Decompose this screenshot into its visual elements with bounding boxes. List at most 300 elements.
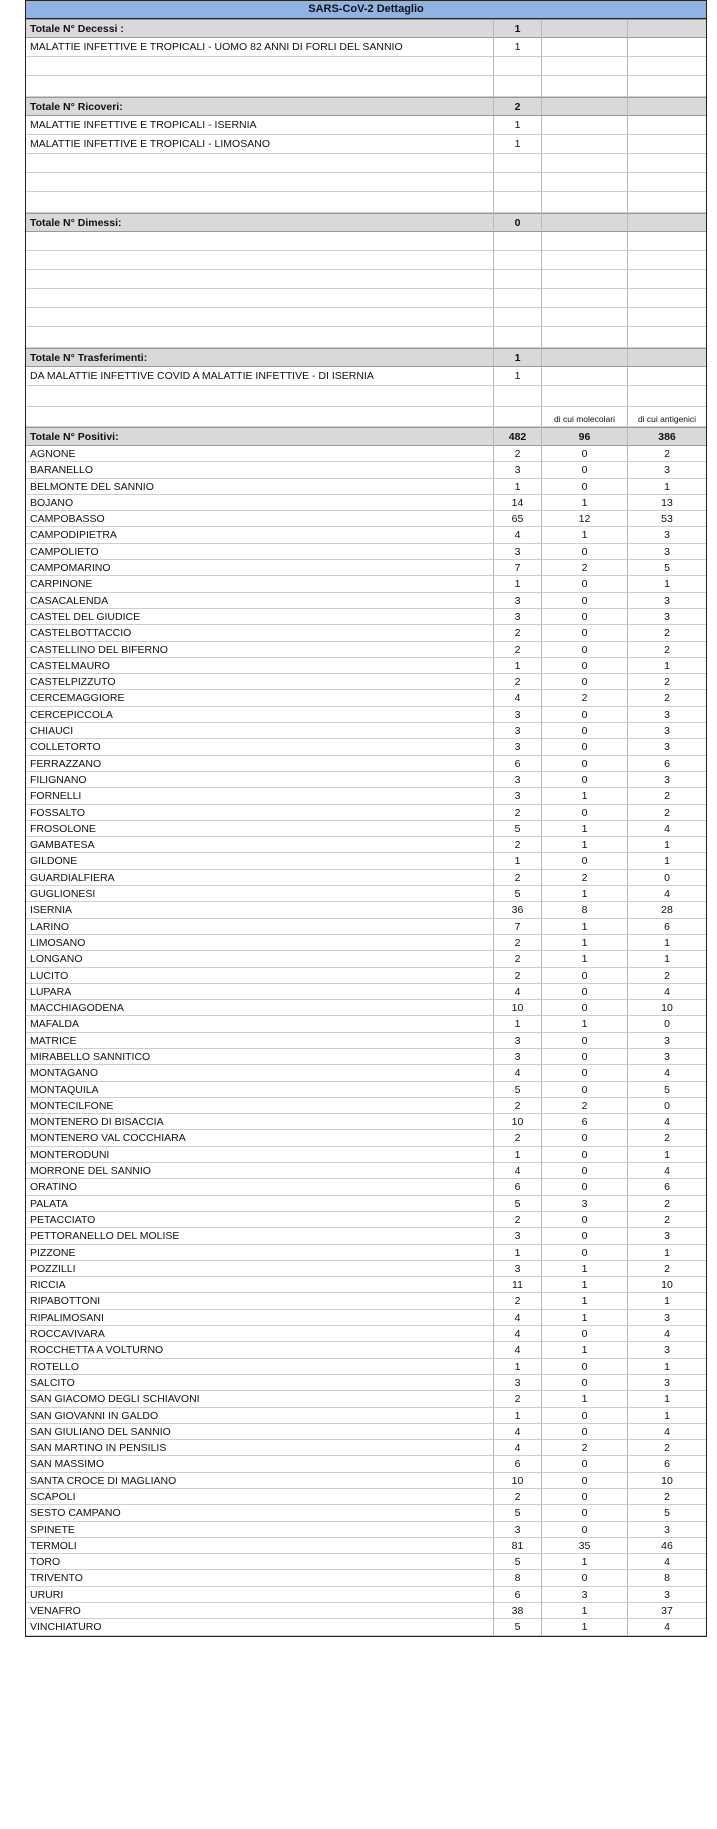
total-cases: 3 — [494, 544, 542, 560]
total-cases: 3 — [494, 593, 542, 609]
table-row — [26, 625, 706, 641]
list-item — [26, 367, 706, 386]
table-row — [26, 479, 706, 495]
antigen-cases: 2 — [628, 690, 706, 706]
table-row — [26, 1359, 706, 1375]
molecular-cases: 0 — [542, 1033, 628, 1049]
municipality-name: CAMPOMARINO — [26, 560, 494, 576]
table-row — [26, 788, 706, 804]
item-name: MALATTIE INFETTIVE E TROPICALI - LIMOSANO — [26, 135, 494, 154]
total-cases: 2 — [494, 1130, 542, 1146]
municipality-name: URURI — [26, 1587, 494, 1603]
molecular-cases: 0 — [542, 968, 628, 984]
table-row — [26, 853, 706, 869]
molecular-cases: 0 — [542, 462, 628, 478]
molecular-cases: 2 — [542, 1098, 628, 1114]
molecular-cases: 3 — [542, 1196, 628, 1212]
total-cases: 2 — [494, 642, 542, 658]
empty-cell — [628, 135, 706, 154]
table-row — [26, 1522, 706, 1538]
municipality-name: PETTORANELLO DEL MOLISE — [26, 1228, 494, 1244]
total-cases: 2 — [494, 968, 542, 984]
molecular-cases: 0 — [542, 1375, 628, 1391]
empty-cell — [628, 367, 706, 386]
table-row — [26, 1147, 706, 1163]
table-row — [26, 1456, 706, 1472]
antigen-cases: 1 — [628, 1391, 706, 1407]
table-row — [26, 1228, 706, 1244]
molecular-cases: 1 — [542, 821, 628, 837]
municipality-name: VINCHIATURO — [26, 1619, 494, 1635]
total-cases: 4 — [494, 690, 542, 706]
table-row — [26, 674, 706, 690]
antigen-cases: 5 — [628, 1082, 706, 1098]
antigen-cases: 4 — [628, 1619, 706, 1635]
detail-sheet — [25, 0, 707, 1637]
positives-header — [26, 427, 706, 446]
antigen-cases: 3 — [628, 1049, 706, 1065]
empty-cell — [494, 154, 542, 173]
section-label: Totale N° Decessi : — [26, 19, 494, 38]
blank-row — [26, 289, 706, 308]
total-cases: 3 — [494, 772, 542, 788]
molecular-cases: 0 — [542, 805, 628, 821]
antigen-cases: 5 — [628, 560, 706, 576]
table-row — [26, 1440, 706, 1456]
table-row — [26, 1619, 706, 1636]
antigen-cases: 5 — [628, 1505, 706, 1521]
empty-cell — [26, 251, 494, 270]
municipality-name: FROSOLONE — [26, 821, 494, 837]
empty-cell — [542, 308, 628, 327]
empty-cell — [542, 57, 628, 76]
molecular-cases: 0 — [542, 1082, 628, 1098]
antigen-cases: 10 — [628, 1473, 706, 1489]
molecular-cases: 0 — [542, 1000, 628, 1016]
blank-row — [26, 270, 706, 289]
total-cases: 6 — [494, 1456, 542, 1472]
total-cases: 7 — [494, 919, 542, 935]
table-row — [26, 1603, 706, 1619]
municipality-name: MONTAGANO — [26, 1065, 494, 1081]
antigen-cases: 2 — [628, 968, 706, 984]
table-row — [26, 593, 706, 609]
antigen-cases: 3 — [628, 1310, 706, 1326]
empty-cell — [542, 327, 628, 348]
table-row — [26, 658, 706, 674]
table-row — [26, 1163, 706, 1179]
list-item — [26, 135, 706, 154]
antigen-cases: 3 — [628, 527, 706, 543]
total-cases: 4 — [494, 527, 542, 543]
table-row — [26, 1408, 706, 1424]
total-cases: 3 — [494, 723, 542, 739]
blank-row — [26, 76, 706, 97]
molecular-cases: 0 — [542, 446, 628, 462]
antigen-cases: 1 — [628, 1293, 706, 1309]
antigen-cases: 0 — [628, 1016, 706, 1032]
molecular-cases: 0 — [542, 576, 628, 592]
municipality-name: ISERNIA — [26, 902, 494, 918]
municipality-name: COLLETORTO — [26, 739, 494, 755]
molecular-cases: 1 — [542, 1391, 628, 1407]
municipality-name: CAMPODIPIETRA — [26, 527, 494, 543]
table-row — [26, 1065, 706, 1081]
empty-cell — [628, 232, 706, 251]
antigen-cases: 1 — [628, 1359, 706, 1375]
total-cases: 36 — [494, 902, 542, 918]
antigen-cases: 2 — [628, 642, 706, 658]
total-cases: 2 — [494, 446, 542, 462]
total-cases: 2 — [494, 674, 542, 690]
total-cases: 5 — [494, 1082, 542, 1098]
table-row — [26, 1424, 706, 1440]
total-cases: 1 — [494, 1245, 542, 1261]
table-row — [26, 576, 706, 592]
municipality-name: MONTAQUILA — [26, 1082, 494, 1098]
blank-row — [26, 386, 706, 407]
table-row — [26, 886, 706, 902]
empty-cell — [542, 386, 628, 407]
molecular-cases: 0 — [542, 1245, 628, 1261]
table-row — [26, 1489, 706, 1505]
table-row — [26, 544, 706, 560]
molecular-cases: 1 — [542, 886, 628, 902]
empty-cell — [628, 289, 706, 308]
table-row — [26, 609, 706, 625]
empty-cell — [628, 308, 706, 327]
molecular-cases: 0 — [542, 593, 628, 609]
municipality-name: AGNONE — [26, 446, 494, 462]
blank-row — [26, 251, 706, 270]
antigen-cases: 1 — [628, 658, 706, 674]
antigen-cases: 1 — [628, 951, 706, 967]
empty-cell — [494, 386, 542, 407]
antigen-cases: 2 — [628, 1196, 706, 1212]
antigen-cases: 6 — [628, 919, 706, 935]
positives-molecolari: 96 — [542, 427, 628, 446]
total-cases: 1 — [494, 1147, 542, 1163]
total-cases: 3 — [494, 707, 542, 723]
empty-cell — [542, 154, 628, 173]
molecular-cases: 0 — [542, 1147, 628, 1163]
municipality-name: BOJANO — [26, 495, 494, 511]
empty-cell — [542, 97, 628, 116]
list-item — [26, 116, 706, 135]
total-cases: 65 — [494, 511, 542, 527]
municipality-name: SAN MASSIMO — [26, 1456, 494, 1472]
antigen-cases: 2 — [628, 805, 706, 821]
municipality-name: FILIGNANO — [26, 772, 494, 788]
empty-cell — [494, 251, 542, 270]
table-row — [26, 1391, 706, 1407]
table-row — [26, 1538, 706, 1554]
molecular-cases: 0 — [542, 609, 628, 625]
table-row — [26, 902, 706, 918]
antigen-cases: 4 — [628, 1065, 706, 1081]
molecular-cases: 0 — [542, 674, 628, 690]
municipality-name: CASTELPIZZUTO — [26, 674, 494, 690]
antigen-cases: 2 — [628, 1440, 706, 1456]
blank-row — [26, 308, 706, 327]
municipality-name: LIMOSANO — [26, 935, 494, 951]
empty-cell — [628, 97, 706, 116]
molecular-cases: 0 — [542, 739, 628, 755]
antigen-cases: 4 — [628, 886, 706, 902]
municipality-name: MONTERODUNI — [26, 1147, 494, 1163]
total-cases: 2 — [494, 1489, 542, 1505]
table-row — [26, 968, 706, 984]
molecular-cases: 0 — [542, 1065, 628, 1081]
positives-total: 482 — [494, 427, 542, 446]
molecular-cases: 0 — [542, 1570, 628, 1586]
antigen-cases: 3 — [628, 462, 706, 478]
empty-cell — [628, 348, 706, 367]
total-cases: 4 — [494, 1440, 542, 1456]
blank-row — [26, 327, 706, 348]
municipality-name: CAMPOBASSO — [26, 511, 494, 527]
total-cases: 38 — [494, 1603, 542, 1619]
municipality-name: CASTEL DEL GIUDICE — [26, 609, 494, 625]
empty-cell — [26, 57, 494, 76]
table-row — [26, 462, 706, 478]
empty-cell — [542, 213, 628, 232]
table-row — [26, 642, 706, 658]
antigen-cases: 4 — [628, 821, 706, 837]
molecular-cases: 0 — [542, 707, 628, 723]
empty-cell — [628, 173, 706, 192]
total-cases: 1 — [494, 479, 542, 495]
total-cases: 4 — [494, 984, 542, 1000]
total-cases: 3 — [494, 1522, 542, 1538]
item-total: 1 — [494, 116, 542, 135]
empty-cell — [26, 173, 494, 192]
molecular-cases: 1 — [542, 1619, 628, 1635]
antigen-cases: 6 — [628, 1179, 706, 1195]
molecular-cases: 0 — [542, 984, 628, 1000]
total-cases: 3 — [494, 1261, 542, 1277]
molecular-cases: 0 — [542, 1505, 628, 1521]
section-label: Totale N° Trasferimenti: — [26, 348, 494, 367]
empty-cell — [542, 192, 628, 213]
table-row — [26, 772, 706, 788]
antigen-cases: 3 — [628, 609, 706, 625]
municipality-name: RIPALIMOSANI — [26, 1310, 494, 1326]
item-total: 1 — [494, 367, 542, 386]
antigen-cases: 2 — [628, 1212, 706, 1228]
section-total: 1 — [494, 348, 542, 367]
total-cases: 2 — [494, 805, 542, 821]
molecular-cases: 1 — [542, 1016, 628, 1032]
total-cases: 8 — [494, 1570, 542, 1586]
municipality-name: MATRICE — [26, 1033, 494, 1049]
municipality-name: GILDONE — [26, 853, 494, 869]
empty-cell — [494, 270, 542, 289]
molecular-cases: 0 — [542, 1359, 628, 1375]
empty-cell — [628, 116, 706, 135]
municipality-name: CASTELLINO DEL BIFERNO — [26, 642, 494, 658]
molecular-cases: 1 — [542, 837, 628, 853]
molecolari-header: di cui molecolari — [542, 407, 628, 427]
total-cases: 4 — [494, 1326, 542, 1342]
empty-cell — [26, 270, 494, 289]
table-row — [26, 1342, 706, 1358]
table-row — [26, 723, 706, 739]
municipality-name: RICCIA — [26, 1277, 494, 1293]
sheet-title: SARS-CoV-2 Dettaglio — [26, 0, 706, 19]
total-cases: 1 — [494, 1359, 542, 1375]
total-cases: 1 — [494, 1016, 542, 1032]
table-row — [26, 1245, 706, 1261]
molecular-cases: 2 — [542, 870, 628, 886]
municipality-name: MAFALDA — [26, 1016, 494, 1032]
antigen-cases: 4 — [628, 1424, 706, 1440]
antigen-cases: 2 — [628, 788, 706, 804]
table-row — [26, 1179, 706, 1195]
molecular-cases: 0 — [542, 723, 628, 739]
antigen-cases: 13 — [628, 495, 706, 511]
municipality-name: CASTELBOTTACCIO — [26, 625, 494, 641]
empty-cell — [494, 57, 542, 76]
empty-cell — [26, 386, 494, 407]
molecular-cases: 1 — [542, 1277, 628, 1293]
municipality-name: CASACALENDA — [26, 593, 494, 609]
molecular-cases: 0 — [542, 1326, 628, 1342]
molecular-cases: 0 — [542, 756, 628, 772]
empty-cell — [494, 289, 542, 308]
molecular-cases: 0 — [542, 1473, 628, 1489]
empty-cell — [542, 116, 628, 135]
total-cases: 6 — [494, 1587, 542, 1603]
total-cases: 10 — [494, 1114, 542, 1130]
antigen-cases: 1 — [628, 935, 706, 951]
municipality-name: SANTA CROCE DI MAGLIANO — [26, 1473, 494, 1489]
empty-cell — [494, 192, 542, 213]
molecular-cases: 1 — [542, 1261, 628, 1277]
antigen-cases: 8 — [628, 1570, 706, 1586]
antigen-cases: 1 — [628, 837, 706, 853]
item-total: 1 — [494, 38, 542, 57]
antigen-cases: 1 — [628, 1245, 706, 1261]
item-name: MALATTIE INFETTIVE E TROPICALI - UOMO 82 ANNI DI FORLI DEL SANNIO — [26, 38, 494, 57]
molecular-cases: 0 — [542, 642, 628, 658]
table-row — [26, 1082, 706, 1098]
empty-cell — [26, 327, 494, 348]
molecular-cases: 8 — [542, 902, 628, 918]
municipality-name: TRIVENTO — [26, 1570, 494, 1586]
molecular-cases: 0 — [542, 1049, 628, 1065]
municipality-name: MIRABELLO SANNITICO — [26, 1049, 494, 1065]
blank-row — [26, 173, 706, 192]
total-cases: 5 — [494, 1505, 542, 1521]
municipality-name: CHIAUCI — [26, 723, 494, 739]
municipality-name: CASTELMAURO — [26, 658, 494, 674]
item-total: 1 — [494, 135, 542, 154]
molecular-cases: 2 — [542, 1440, 628, 1456]
total-cases: 3 — [494, 788, 542, 804]
empty-cell — [628, 154, 706, 173]
section-label: Totale N° Ricoveri: — [26, 97, 494, 116]
total-cases: 1 — [494, 658, 542, 674]
total-cases: 6 — [494, 1179, 542, 1195]
antigen-cases: 4 — [628, 1554, 706, 1570]
table-row — [26, 837, 706, 853]
empty-cell — [494, 308, 542, 327]
municipality-name: SALCITO — [26, 1375, 494, 1391]
municipality-name: LARINO — [26, 919, 494, 935]
table-row — [26, 707, 706, 723]
table-row — [26, 1587, 706, 1603]
table-row — [26, 446, 706, 462]
table-row — [26, 1114, 706, 1130]
empty-cell — [628, 270, 706, 289]
section-total: 2 — [494, 97, 542, 116]
table-row — [26, 527, 706, 543]
table-row — [26, 1016, 706, 1032]
molecular-cases: 0 — [542, 772, 628, 788]
item-name: MALATTIE INFETTIVE E TROPICALI - ISERNIA — [26, 116, 494, 135]
total-cases: 4 — [494, 1163, 542, 1179]
municipality-name: ROTELLO — [26, 1359, 494, 1375]
section-total: 1 — [494, 19, 542, 38]
list-item — [26, 38, 706, 57]
municipality-name: CAMPOLIETO — [26, 544, 494, 560]
antigen-cases: 1 — [628, 479, 706, 495]
molecular-cases: 2 — [542, 690, 628, 706]
empty-cell — [628, 57, 706, 76]
table-row — [26, 1033, 706, 1049]
total-cases: 2 — [494, 1212, 542, 1228]
municipality-name: ROCCAVIVARA — [26, 1326, 494, 1342]
antigen-cases: 10 — [628, 1000, 706, 1016]
antigen-cases: 10 — [628, 1277, 706, 1293]
molecular-cases: 1 — [542, 527, 628, 543]
empty-cell — [494, 232, 542, 251]
table-row — [26, 1212, 706, 1228]
total-cases: 4 — [494, 1310, 542, 1326]
table-row — [26, 1261, 706, 1277]
empty-cell — [26, 407, 494, 427]
antigen-cases: 3 — [628, 544, 706, 560]
municipality-name: TORO — [26, 1554, 494, 1570]
antigen-cases: 4 — [628, 1163, 706, 1179]
municipality-name: MORRONE DEL SANNIO — [26, 1163, 494, 1179]
table-row — [26, 984, 706, 1000]
antigen-cases: 3 — [628, 723, 706, 739]
table-row — [26, 919, 706, 935]
total-cases: 4 — [494, 1342, 542, 1358]
antigenici-header: di cui antigenici — [628, 407, 706, 427]
total-cases: 5 — [494, 1619, 542, 1635]
total-cases: 3 — [494, 1228, 542, 1244]
table-row — [26, 870, 706, 886]
molecular-cases: 6 — [542, 1114, 628, 1130]
total-cases: 3 — [494, 739, 542, 755]
total-cases: 3 — [494, 1033, 542, 1049]
antigen-cases: 0 — [628, 870, 706, 886]
table-row — [26, 511, 706, 527]
molecular-cases: 0 — [542, 1179, 628, 1195]
empty-cell — [26, 232, 494, 251]
section-header — [26, 348, 706, 367]
empty-cell — [26, 154, 494, 173]
section-header — [26, 19, 706, 38]
municipality-name: CARPINONE — [26, 576, 494, 592]
total-cases: 1 — [494, 853, 542, 869]
municipality-name: CERCEPICCOLA — [26, 707, 494, 723]
antigen-cases: 6 — [628, 756, 706, 772]
total-cases: 5 — [494, 821, 542, 837]
